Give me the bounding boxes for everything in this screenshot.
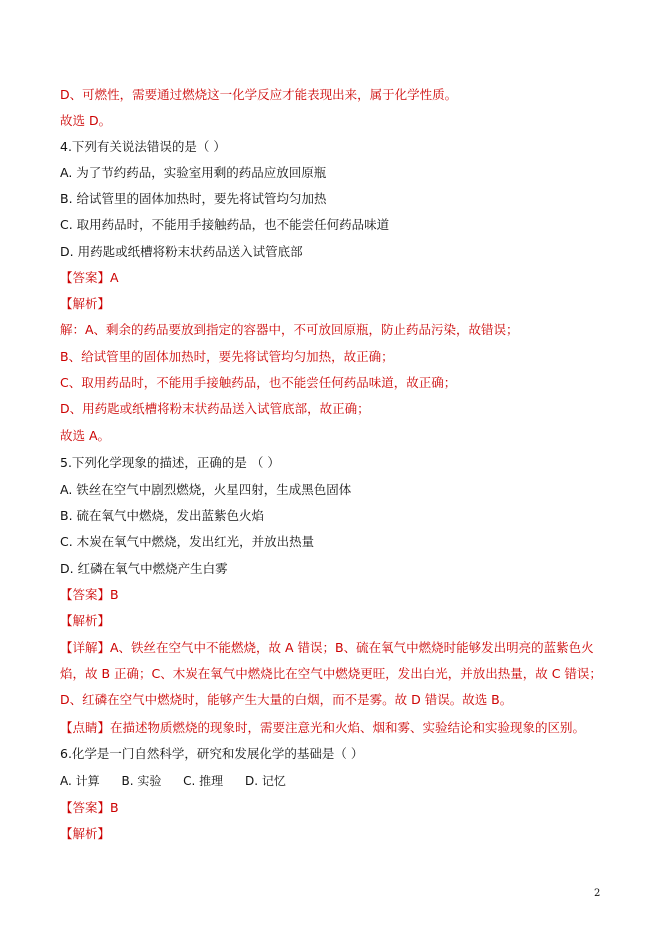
question-5-key-point: 【点睛】在描述物质燃烧的现象时，需要注意光和火焰、烟和雾、实验结论和实验现象的区别。 (60, 720, 586, 735)
question-5-analysis-heading: 【解析】 (60, 613, 111, 628)
question-5-option-c: C. 木炭在氧气中燃烧，发出红光，并放出热量 (60, 534, 315, 549)
question-4-stem: 4.下列有关说法错误的是（ ） (60, 139, 226, 154)
question-5-option-d: D. 红磷在氧气中燃烧产生白雾 (60, 561, 228, 576)
question-6-option-c: C. 推理 (183, 774, 224, 788)
question-4-explanation-a: 解：A、剩余的药品要放到指定的容器中，不可放回原瓶，防止药品污染，故错误； (60, 322, 519, 337)
prev-answer-choice: 故选 D。 (60, 113, 112, 128)
question-5-option-b: B. 硫在氧气中燃烧，发出蓝紫色火焰 (60, 508, 265, 523)
page-number: 2 (594, 888, 601, 899)
question-5-option-a: A. 铁丝在空气中剧烈燃烧，火星四射，生成黑色固体 (60, 482, 352, 497)
question-6-option-d: D. 记忆 (245, 774, 286, 788)
prev-explanation-line: D、可燃性，需要通过燃烧这一化学反应才能表现出来，属于化学性质。 (60, 87, 458, 102)
question-6-options (60, 773, 620, 789)
question-4-answer: 【答案】A (60, 270, 119, 285)
question-5-detailed-explanation: 【详解】A、铁丝在空气中不能燃烧，故 A 错误；B、硫在氧气中燃烧时能够发出明亮的蓝紫色火焰，故 B 正确；C、木炭在氧气中燃烧比在空气中燃烧更旺，发出白光，并放出热量，故 C 错误；D、红磷在空气中燃烧时，能够产生大量的白烟，而不是雾。故 D 错误。故选 B。 (60, 640, 602, 707)
question-6-stem: 6.化学是一门自然科学，研究和发展化学的基础是（ ） (60, 746, 364, 761)
question-6-option-a: A. 计算 (60, 774, 100, 788)
question-4-explanation-b: B、给试管里的固体加热时，要先将试管均匀加热，故正确； (60, 349, 394, 364)
question-4-option-c: C. 取用药品时，不能用手接触药品，也不能尝任何药品味道 (60, 217, 390, 232)
question-4-option-a: A. 为了节约药品，实验室用剩的药品应放回原瓶 (60, 165, 327, 180)
question-4-option-d: D. 用药匙或纸槽将粉末状药品送入试管底部 (60, 244, 303, 259)
question-4-explanation-d: D、用药匙或纸槽将粉末状药品送入试管底部，故正确； (60, 401, 370, 416)
question-6-analysis-heading: 【解析】 (60, 826, 111, 841)
question-6-answer: 【答案】B (60, 800, 119, 815)
question-4-option-b: B. 给试管里的固体加热时，要先将试管均匀加热 (60, 191, 327, 206)
question-5-answer: 【答案】B (60, 587, 119, 602)
question-5-stem: 5.下列化学现象的描述，正确的是 （ ） (60, 455, 280, 470)
question-4-conclusion: 故选 A。 (60, 428, 111, 443)
question-6-option-b: B. 实验 (121, 774, 162, 788)
question-4-explanation-c: C、取用药品时，不能用手接触药品，也不能尝任何药品味道，故正确； (60, 375, 457, 390)
question-4-analysis-heading: 【解析】 (60, 296, 111, 311)
